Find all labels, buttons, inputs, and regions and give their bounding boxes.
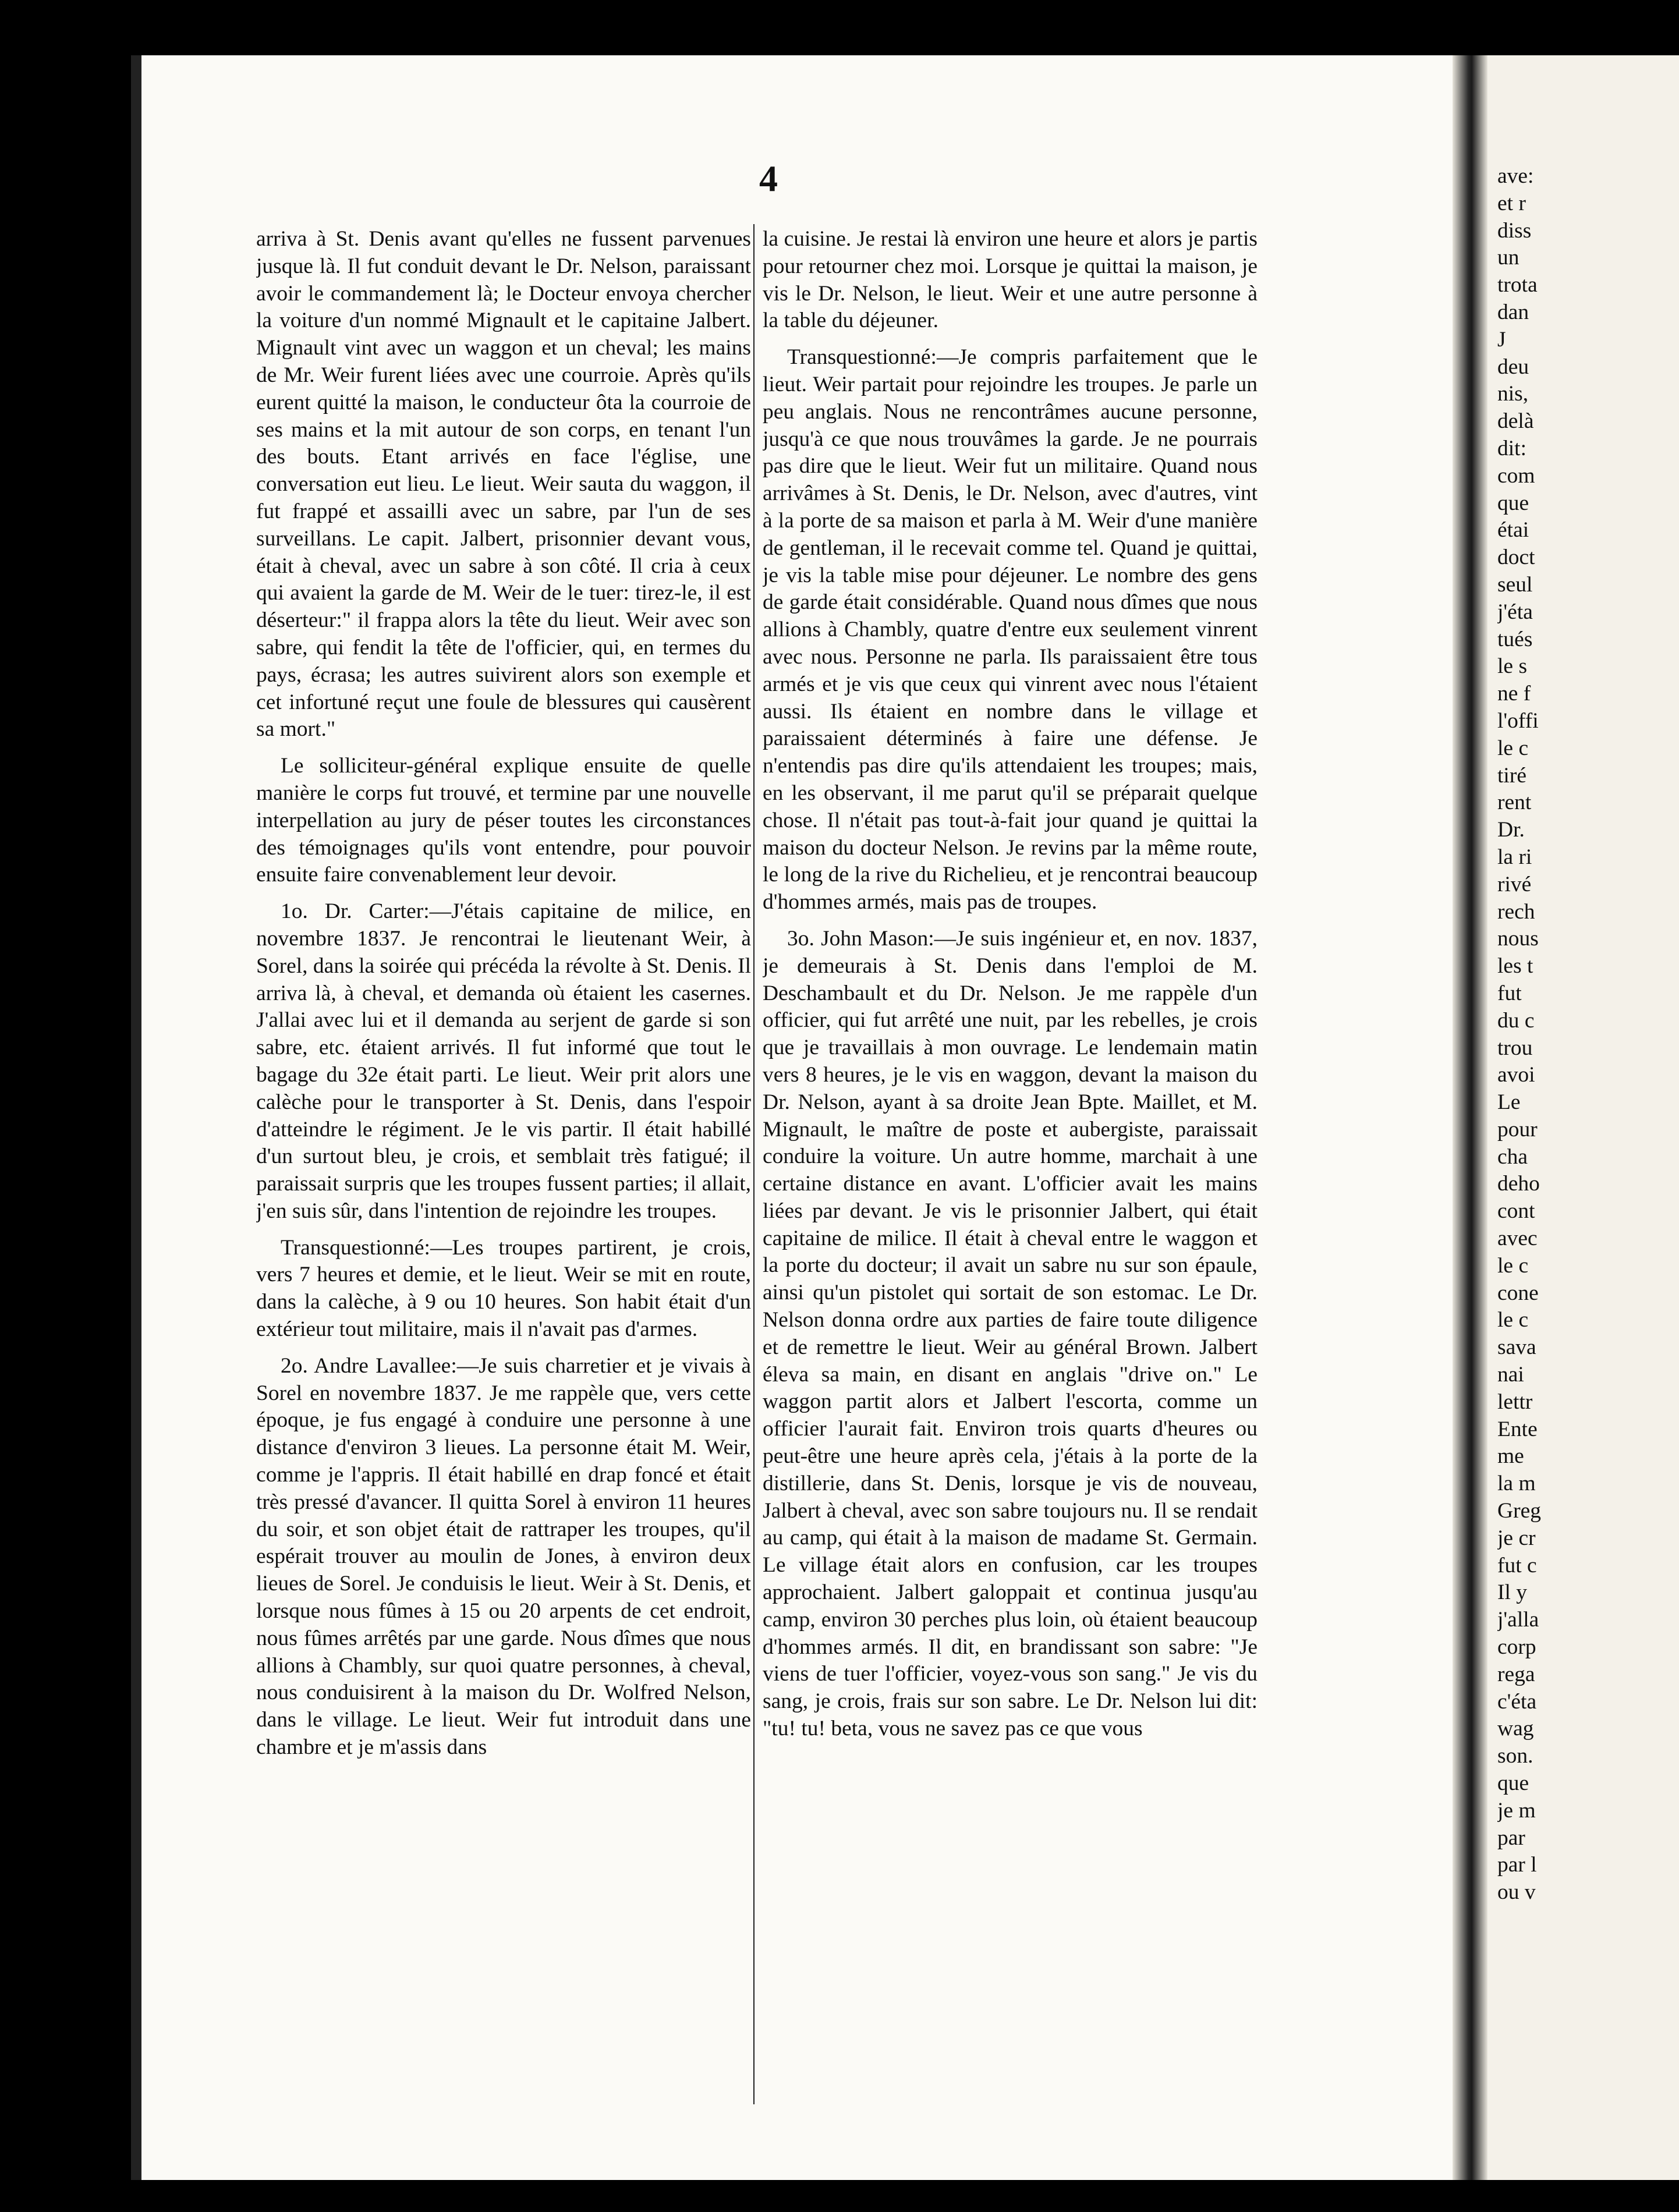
paragraph-gap: [763, 335, 1258, 344]
right-page-line: je cr: [1497, 1526, 1536, 1550]
right-page-line: j'alla: [1497, 1608, 1539, 1632]
right-page-line: ou v: [1497, 1880, 1536, 1905]
right-page-line: cont: [1497, 1199, 1535, 1224]
right-page-line: trota: [1497, 273, 1538, 297]
right-page-line: que: [1497, 491, 1529, 515]
right-page-line: la m: [1497, 1472, 1536, 1496]
paragraph: Transquestionné:—Les troupes partirent, je crois, vers 7 heures et demie, et le lieut. Weir se mit en route, dans la calèche, à 9 ou 10 heures. Son habit était d'un extérieur tout militaire, mais il n'avait pas d'armes.: [256, 1235, 751, 1342]
paragraph-gap: [256, 1225, 751, 1235]
right-page-line: rech: [1497, 899, 1535, 924]
right-page-line: avec: [1497, 1226, 1538, 1251]
right-page-line: Ente: [1497, 1417, 1538, 1441]
right-page-line: par l: [1497, 1853, 1537, 1877]
right-page-line: nis,: [1497, 382, 1529, 406]
right-page-line: je m: [1497, 1798, 1536, 1823]
right-page-line: seul: [1497, 572, 1533, 597]
right-page-line: dan: [1497, 300, 1529, 324]
paragraph: 2o. Andre Lavallee:—Je suis charretier et je vivais à Sorel en novembre 1837. Je me rappèle que, vers cette époque, je fus engagé à conduire une personne à une distance d'environ 3 lieues. La personne était M. Weir, comme je l'appris. Il était habillé en drap foncé et était très pressé d'avancer. Il quitta Sorel à environ 11 heures du soir, et son objet était de rattraper les troupes, qu'il espérait trouver au moulin de Jones, à environ deux lieues de Sorel. Je conduisis le lieut. Weir à St. Denis, et lorsque nous fûmes à 15 ou 20 arpents de cet endroit, nous fûmes arrêtés par une garde. Nous dîmes que nous allions à Chambly, sur quoi quatre personnes, à cheval, nous conduisirent à la maison du Dr. Wolfred Nelson, dans le village. Le lieut. Weir fut introduit dans une chambre et je m'assis dans: [256, 1353, 751, 1760]
right-page-line: l'offi: [1497, 708, 1539, 733]
paragraph-gap: [763, 916, 1258, 926]
right-page-line: le c: [1497, 736, 1529, 760]
right-page-line: que: [1497, 1771, 1529, 1796]
right-page-line: et r: [1497, 191, 1526, 215]
right-page-line: le c: [1497, 1253, 1529, 1278]
right-page-line: wag: [1497, 1717, 1534, 1741]
paragraph-gap: [256, 889, 751, 898]
right-page-line: rent: [1497, 790, 1532, 815]
left-column: [256, 226, 751, 2112]
right-page-line: tiré: [1497, 763, 1526, 788]
right-page-line: j'éta: [1497, 600, 1533, 624]
right-page-line: doct: [1497, 545, 1535, 570]
paragraph: Transquestionné:—Je compris parfaitement que le lieut. Weir partait pour rejoindre les troupes. Je parle un peu anglais. Nous ne rencontrâmes aucune personne, jusqu'à ce que nous trouvâmes la garde. Je ne pourrais pas dire que le lieut. Weir fut un militaire. Quand nous arrivâmes à St. Denis, le Dr. Nelson, avec d'autres, vint à la porte de sa maison et parla à M. Weir d'une manière de gentleman, il le recevait comme tel. Quand je quittai, je vis la table mise pour déjeuner. Le nombre des gens de garde était considérable. Quand nous dîmes que nous allions à Chambly, quatre d'entre eux seulement vinrent avec nous. Personne ne parla. Ils paraissaient être tous armés et je vis que ceux qui vinrent avec nous l'étaient aussi. Ils étaient en nombre dans le village et paraissaient déterminés à faire une défense. Je n'entendis pas dire qu'ils attendaient les troupes; mais, en les observant, il me parut qu'il se préparait quelque chose. Il n'était pas tout-à-fait jour quand je quittai la maison du docteur Nelson. Je revins par la même route, le long de la rive du Richelieu, et je rencontrai beaucoup d'hommes armés, mais pas de troupes.: [763, 345, 1258, 914]
paragraph: la cuisine. Je restai là environ une heure et alors je partis pour retourner chez moi. Lorsque je quittai la maison, je vis le Dr. Nelson, le lieut. Weir et une autre personne à la table du déjeuner.: [763, 227, 1258, 333]
right-page-line: le s: [1497, 654, 1528, 679]
right-page-line: cha: [1497, 1144, 1528, 1169]
right-page-line: le c: [1497, 1308, 1529, 1332]
paragraph: 3o. John Mason:—Je suis ingénieur et, en nov. 1837, je demeurais à St. Denis dans l'emploi de M. Deschambault et du Dr. Nelson. Je me rappèle d'un officier, qui fut arrêté une nuit, par les rebelles, je crois que je travaillais à mon ouvrage. Le lendemain matin vers 8 heures, je le vis en waggon, devant la maison du Dr. Nelson, ayant à sa droite Jean Bpte. Maillet, et M. Mignault, le maître de poste et aubergiste, paraissait conduire la voiture. Un autre homme, marchait à une certaine distance en avant. L'officier avait les mains liées par devant. Je vis le prisonnier Jalbert, qui était capitaine de milice. Il était à cheval entre le waggon et la porte du docteur; il avait un sabre nu sur son épaule, ainsi qu'un pistolet qui sortait de son estomac. Le Dr. Nelson donna ordre aux parties de faire toute diligence et de remettre le lieut. Weir au général Brown. Jalbert éleva sa main, en disant en anglais "drive on." Le waggon partit alors et Jalbert l'escorta, comme un officier l'aurait fait. Environ trois quarts d'heures ou peut-être une heure après cela, j'étais à la porte de la distillerie, dans St. Denis, lorsque je vis de nouveau, Jalbert à cheval, avec son sabre toujours nu. Il se rendait au camp, qui était à la maison de madame St. Germain. Le village était alors en confusion, car les troupes approchaient. Jalbert galoppait et continua jusqu'au camp, environ 30 perches plus loin, où étaient beaucoup d'hommes armés. Il dit, en brandissant son sabre: "Je viens de tuer l'officier, voyez-vous son sang." Je vis du sang, je crois, frais sur son sabre. Le Dr. Nelson lui dit: "tu! tu! beta, vous ne savez pas ce que vous: [763, 926, 1258, 1741]
right-page-line: cone: [1497, 1281, 1539, 1305]
right-page-line: du c: [1497, 1008, 1535, 1033]
right-page-line: Dr.: [1497, 818, 1525, 842]
right-page-line: nous: [1497, 927, 1539, 951]
right-page-line: c'éta: [1497, 1689, 1537, 1714]
right-page-line: fut: [1497, 981, 1522, 1005]
right-page-line: rivé: [1497, 872, 1532, 896]
right-page-line: pour: [1497, 1117, 1538, 1142]
right-page-line: nai: [1497, 1363, 1524, 1387]
right-page-line: trou: [1497, 1036, 1533, 1060]
right-page-line: dit:: [1497, 436, 1527, 460]
page-number: 4: [759, 158, 778, 199]
right-page-line: corp: [1497, 1635, 1536, 1660]
right-page-line: rega: [1497, 1662, 1535, 1686]
book-gutter: [1453, 55, 1487, 2180]
right-page-line: par: [1497, 1825, 1525, 1850]
right-page-line: me: [1497, 1444, 1524, 1469]
paragraph: arriva à St. Denis avant qu'elles ne fussent parvenues jusque là. Il fut conduit devant le Dr. Nelson, paraissant avoir le commandement là; le Docteur envoya chercher la voiture d'un nommé Mignault et le capitaine Jalbert. Mignault vint avec un waggon et un cheval; les mains de Mr. Weir furent liées avec une courroie. Après qu'ils eurent quitté la maison, le conducteur ôta la courroie de ses mains et la mit autour de son corps, en tenant l'un des bouts. Etant arrivés en face l'église, une conversation eut lieu. Le lieut. Weir sauta du waggon, il fut frappé et assailli avec un sabre, par l'un de ses surveillans. Le capit. Jalbert, prisonnier devant vous, était à cheval, avec un sabre à son côté. Il cria à ceux qui avaient la garde de M. Weir de le tuer: tirez-le, il est déserteur:" il frappa alors la tête du lieut. Weir avec son sabre, qui fendit la tête de l'officier, qui, en termes du pays, écrasa; les autres suivirent alors son exemple et cet infortuné reçut une foule de blessures qui causèrent sa mort.": [256, 227, 751, 742]
page-left-edge: [131, 55, 141, 2180]
right-page-line: ne f: [1497, 682, 1531, 706]
right-page-line: Le: [1497, 1090, 1521, 1115]
column-divider: [753, 224, 755, 2104]
right-page-line: com: [1497, 463, 1535, 488]
paragraph-gap: [256, 1343, 751, 1353]
right-page-line: Greg: [1497, 1499, 1541, 1523]
right-page-fragments: [1497, 163, 1678, 1906]
right-page-line: deho: [1497, 1172, 1540, 1196]
right-page-line: un: [1497, 246, 1519, 270]
paragraph-gap: [256, 743, 751, 753]
right-page-line: fut c: [1497, 1553, 1537, 1578]
right-page-line: ave:: [1497, 164, 1534, 188]
paragraph: Le solliciteur-général explique ensuite de quelle manière le corps fut trouvé, et termine par une nouvelle interpellation au jury de péser toutes les circonstances des témoignages qu'ils vont entendre, pour pouvoir ensuite faire convenablement leur devoir.: [256, 754, 751, 887]
right-page-line: sava: [1497, 1335, 1536, 1360]
middle-column: [763, 226, 1258, 2112]
paragraph: 1o. Dr. Carter:—J'étais capitaine de milice, en novembre 1837. Je rencontrai le lieutenant Weir, à Sorel, dans la soirée qui précéda la révolte à St. Denis. Il arriva là, à cheval, et demanda où étaient les casernes. J'allai avec lui et il demanda au serjent de garde si son sabre, etc. étaient arrivés. Il fut informé que tout le bagage du 32e était parti. Le lieut. Weir prit alors une calèche pour le transporter à St. Denis, dans l'espoir d'atteindre le régiment. Je le vis partir. Il était habillé d'un surtout bleu, je crois, et semblait très fatigué; il paraissait surpris que les troupes fussent parties; il allait, j'en suis sûr, dans l'intention de rejoindre les troupes.: [256, 899, 751, 1223]
right-page-line: son.: [1497, 1744, 1533, 1768]
right-page-line: étai: [1497, 518, 1529, 543]
right-page-line: avoi: [1497, 1063, 1535, 1087]
right-page-line: Il y: [1497, 1580, 1528, 1605]
right-page-line: diss: [1497, 218, 1532, 243]
right-page-line: J: [1497, 327, 1506, 352]
right-page-line: les t: [1497, 954, 1533, 979]
right-page-line: lettr: [1497, 1389, 1533, 1414]
right-page-line: delà: [1497, 409, 1534, 434]
right-page-line: tués: [1497, 627, 1533, 651]
right-page-line: la ri: [1497, 845, 1532, 869]
right-page-line: deu: [1497, 355, 1529, 379]
